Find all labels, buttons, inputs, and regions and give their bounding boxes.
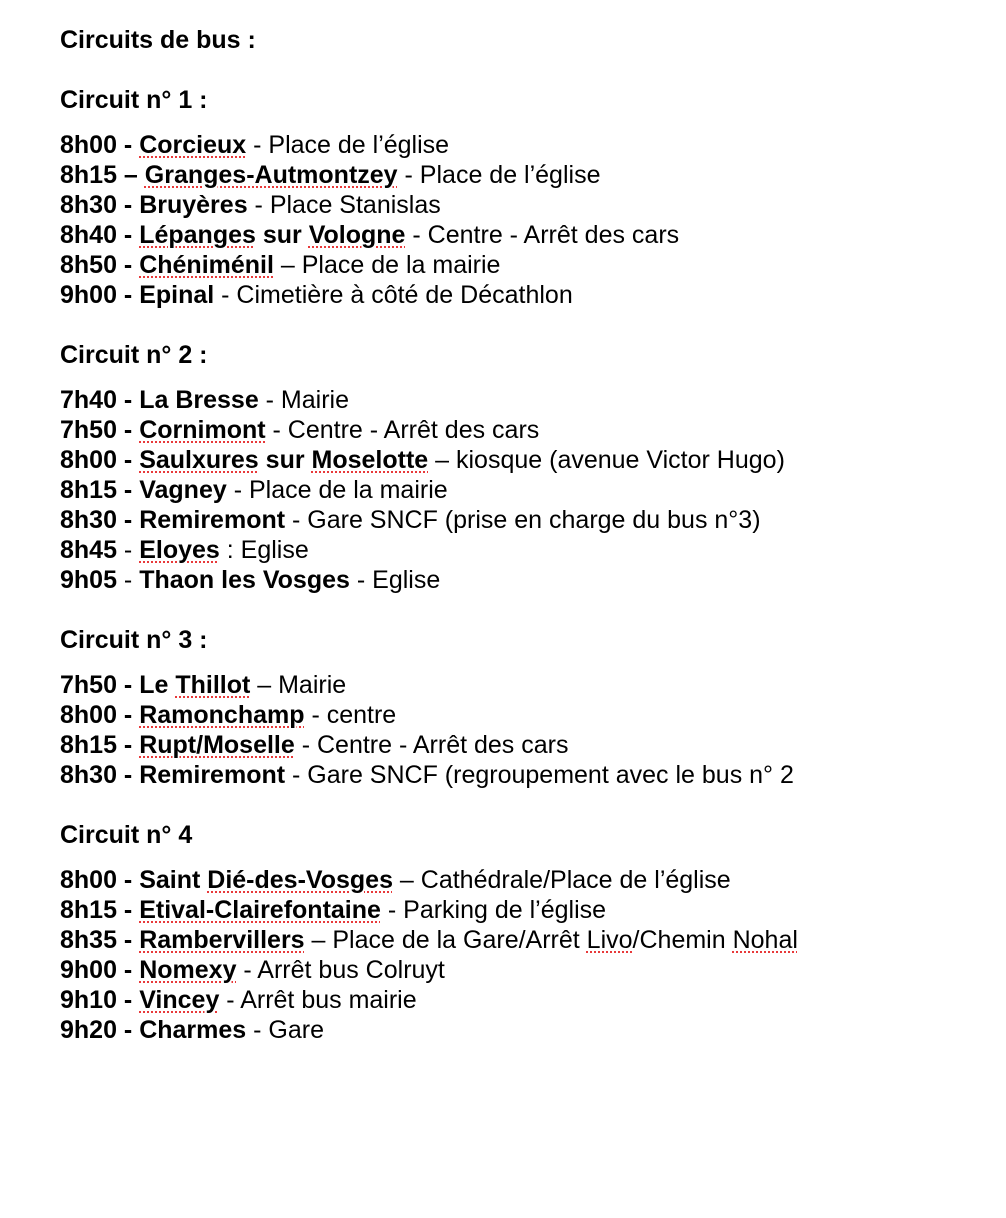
misspelled-word: Livo [586, 926, 633, 954]
stop-line [60, 385, 980, 415]
stop-line [60, 415, 980, 445]
stop-line [60, 505, 980, 535]
stop-line [60, 730, 980, 760]
stop-text: - [116, 536, 140, 564]
stop-text: sur [258, 446, 312, 474]
stop-text: – Mairie [250, 671, 347, 699]
stop-text: - Gare SNCF (prise en charge du bus n°3) [285, 506, 761, 534]
stop-text: – Place de la mairie [273, 251, 501, 279]
stop-text: /Chemin [632, 926, 733, 954]
stop-text: 8h15 – [60, 161, 145, 189]
stop-line [60, 535, 980, 565]
circuit-title: Circuit n° 3 : [60, 626, 208, 654]
misspelled-word: Granges-Autmontzey [144, 161, 398, 189]
misspelled-word: Ramonchamp [139, 701, 305, 729]
stop-text: 8h00 - Saint [60, 866, 208, 894]
stop-text: 8h15 - [60, 896, 140, 924]
stop-text: 8h45 [60, 536, 117, 564]
stop-text: 8h50 - [60, 251, 140, 279]
misspelled-word: Thillot [175, 671, 251, 699]
stop-line [60, 130, 980, 160]
stop-text: 9h00 - [60, 956, 140, 984]
misspelled-word: Vincey [139, 986, 220, 1014]
stop-text: - Centre - Arrêt des cars [294, 731, 569, 759]
stop-text: 8h30 - Remiremont [60, 761, 286, 789]
circuit-list [60, 85, 980, 1045]
stop-line [60, 925, 980, 955]
stop-line [60, 865, 980, 895]
misspelled-word: Nomexy [139, 956, 237, 984]
stop-text: - Place de l’église [246, 131, 450, 159]
misspelled-word: Rupt/Moselle [139, 731, 295, 759]
circuit-section [60, 340, 980, 595]
stop-line [60, 190, 980, 220]
stop-text: 9h00 - Epinal [60, 281, 215, 309]
stop-text: 7h40 - La Bresse [60, 386, 259, 414]
misspelled-word: Etival-Clairefontaine [139, 896, 381, 924]
stop-text: – kiosque (avenue Victor Hugo) [428, 446, 785, 474]
misspelled-word: Lépanges [139, 221, 256, 249]
stop-line [60, 280, 980, 310]
stop-line [60, 760, 980, 790]
stop-line [60, 160, 980, 190]
circuit-title: Circuit n° 1 : [60, 86, 208, 114]
stop-line [60, 670, 980, 700]
stop-text: 8h30 - Remiremont [60, 506, 286, 534]
circuit-section [60, 820, 980, 1045]
misspelled-word: Vologne [308, 221, 406, 249]
stop-text: sur [255, 221, 309, 249]
stop-line [60, 985, 980, 1015]
misspelled-word: Saulxures [139, 446, 259, 474]
stop-text: 8h15 - Vagney [60, 476, 227, 504]
document-page [60, 25, 980, 1075]
stop-line [60, 895, 980, 925]
stop-text: – Place de la Gare/Arrêt [304, 926, 587, 954]
stop-text: - Arrêt bus mairie [219, 986, 417, 1014]
misspelled-word: Cornimont [139, 416, 266, 444]
stop-text: - Gare SNCF (regroupement avec le bus n° 2 [285, 761, 794, 789]
stop-text: 8h30 - Bruyères [60, 191, 248, 219]
stop-text: – Cathédrale/Place de l’église [392, 866, 731, 894]
stop-text: - Arrêt bus Colruyt [236, 956, 445, 984]
stop-line [60, 475, 980, 505]
stop-text: 8h35 - [60, 926, 140, 954]
stop-text: - Parking de l’église [380, 896, 607, 924]
misspelled-word: Eloyes [139, 536, 220, 564]
stop-text: - Gare [246, 1016, 324, 1044]
stop-text: 7h50 - Le [60, 671, 176, 699]
stop-line [60, 565, 980, 595]
stop-text: 8h00 - [60, 446, 140, 474]
stop-text: - Mairie [258, 386, 350, 414]
stop-text: - [116, 566, 140, 594]
misspelled-word: Dié-des-Vosges [207, 866, 393, 894]
circuit-section [60, 625, 980, 790]
misspelled-word: Chéniménil [139, 251, 274, 279]
circuit-section [60, 85, 980, 310]
stop-line [60, 1015, 980, 1045]
stop-line [60, 700, 980, 730]
misspelled-word: Moselotte [311, 446, 429, 474]
misspelled-word: Corcieux [139, 131, 247, 159]
misspelled-word: Nohal [732, 926, 798, 954]
stop-line [60, 445, 980, 475]
stop-text: - Place Stanislas [247, 191, 441, 219]
stop-text: - Place de la mairie [226, 476, 448, 504]
stop-text: - Centre - Arrêt des cars [265, 416, 540, 444]
stop-text: 9h05 [60, 566, 117, 594]
document-title: Circuits de bus : [60, 26, 256, 54]
stop-text: - Eglise [349, 566, 441, 594]
stop-text: - Cimetière à côté de Décathlon [214, 281, 573, 309]
stop-text: 9h10 - [60, 986, 140, 1014]
stop-text: 9h20 - Charmes [60, 1016, 247, 1044]
stop-text: - centre [304, 701, 397, 729]
stop-text: : Eglise [219, 536, 309, 564]
stop-text: 8h00 - [60, 701, 140, 729]
stop-text: 7h50 - [60, 416, 140, 444]
stop-text: 8h40 - [60, 221, 140, 249]
circuit-title: Circuit n° 2 : [60, 341, 208, 369]
stop-text: 8h15 - [60, 731, 140, 759]
stop-text: - Centre - Arrêt des cars [405, 221, 680, 249]
misspelled-word: Rambervillers [139, 926, 305, 954]
stop-line [60, 220, 980, 250]
circuit-title: Circuit n° 4 [60, 821, 193, 849]
stop-text: - Place de l’église [397, 161, 601, 189]
stop-line [60, 250, 980, 280]
stop-line [60, 955, 980, 985]
stop-text: 8h00 - [60, 131, 140, 159]
stop-text: Thaon les Vosges [139, 566, 350, 594]
